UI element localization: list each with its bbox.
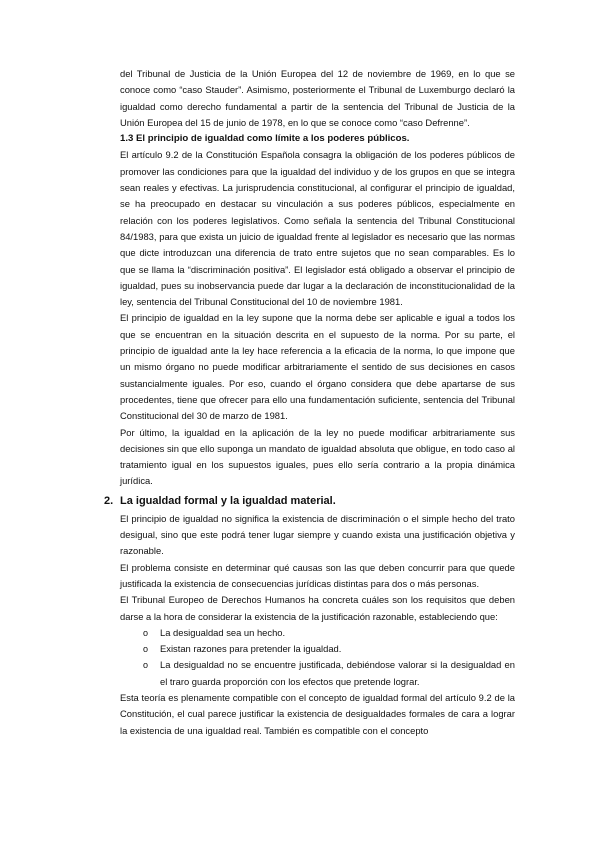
text-column	[104, 66, 515, 739]
paragraph-1-3-b: El principio de igualdad en la ley supone que la norma debe ser aplicable e igual a todos los que se encuentran en la situación descrita en el supuesto de la norma. Por su parte, el principio de igualdad ante la ley hace referencia a la eficacia de la norma, lo que impone que un mismo órgano no puede modificar arbitrariamente el sentido de sus decisiones en casos sustancialmente iguales. Por eso, cuando el órgano considera que debe apartarse de sus procedentes, tiene que ofrecer para ello una fundamentación suficiente, sentencia del Tribunal Constitucional del 30 de marzo de 1981.	[120, 312, 515, 422]
bullet-marker: o	[143, 660, 149, 671]
paragraph-2-a: El principio de igualdad no significa la existencia de discriminación o el simple hecho del trato desigual, sino que este podrá tener lugar siempre y cuando exista una justificación objetiva y razonable.	[120, 512, 515, 557]
requirements-list	[120, 625, 515, 690]
list-item-text: La desigualdad sea un hecho.	[160, 626, 286, 638]
paragraph-1-3-a: El artículo 9.2 de la Constitución Española consagra la obligación de los poderes públicos de promover las condiciones para que la igualdad del individuo y de los grupos en que se integra sean reales y efectivas. La jurisprudencia constitucional, al configurar el principio de igualdad, se ha preocupado en destacar su vinculación a sus poderes públicos, especialmente en relación con los poderes legislativos. Como señala la sentencia del Tribunal Constitucional 84/1983, para que exista un juicio de igualdad frente al legislador es necesario que las normas que dicte introduzcan una diferencia de trato entre sujetos que no sean comparables. Es lo que se llama la “discriminación positiva”. El legislador está obligado a observar el principio de igualdad, pues su inobservancia puede dar lugar a la declaración de inconstitucionalidad de la ley, sentencia del Tribunal Constitucional del 10 de noviembre 1981.	[120, 149, 515, 308]
section-2-title: La igualdad formal y la igualdad material.	[120, 494, 336, 507]
list-item	[120, 657, 515, 690]
paragraph-2-d: Esta teoría es plenamente compatible con el concepto de igualdad formal del artículo 9.2 de la Constitución, el cual parece justificar la existencia de desigualdades formales de cara a lograr la existencia de una igualdad real. También es compatible con el concepto	[120, 691, 515, 736]
section-2-number: 2.	[104, 494, 114, 507]
list-item	[120, 641, 515, 657]
list-item-text: Existan razones para pretender la igualdad.	[160, 643, 342, 655]
paragraph-2-c: El Tribunal Europeo de Derechos Humanos ha concreta cuáles son los requisitos que deben darse a la hora de considerar la existencia de la justificación razonable, estableciendo que:	[120, 594, 515, 622]
paragraph-intro: del Tribunal de Justicia de la Unión Europea del 12 de noviembre de 1969, en lo que se conoce como “caso Stauder”. Asimismo, posteriormente el Tribunal de Luxemburgo declaró la igualdad como derecho fundamental a partir de la sentencia del Tribunal de Justicia de la Unión Europea del 15 de junio de 1978, en lo que se conoce como “caso Defrenne”.	[120, 68, 515, 128]
bullet-marker: o	[143, 644, 149, 655]
section-2-heading	[104, 491, 515, 511]
paragraph-1-3-c: Por último, la igualdad en la aplicación de la ley no puede modificar arbitrariamente sus decisiones sin que ello suponga un mandato de igualdad absoluta que obligue, en todo caso al tratamiento igual en los supuestos iguales, pues ello sería contrario a la propia dinámica jurídica.	[120, 426, 515, 487]
list-item	[120, 625, 515, 641]
subheading-1-3: 1.3 El principio de igualdad como límite a los poderes públicos.	[120, 133, 410, 145]
paragraph-2-b: El problema consiste en determinar qué causas son las que deben concurrir para que quede justificada la existencia de consecuencias jurídicas distintas para dos o más personas.	[120, 561, 515, 589]
list-item-text: La desigualdad no se encuentre justificada, debiéndose valorar si la desigualdad en el traro guarda proporción con los efectos que pretende lograr.	[160, 659, 515, 687]
bullet-marker: o	[143, 627, 149, 638]
